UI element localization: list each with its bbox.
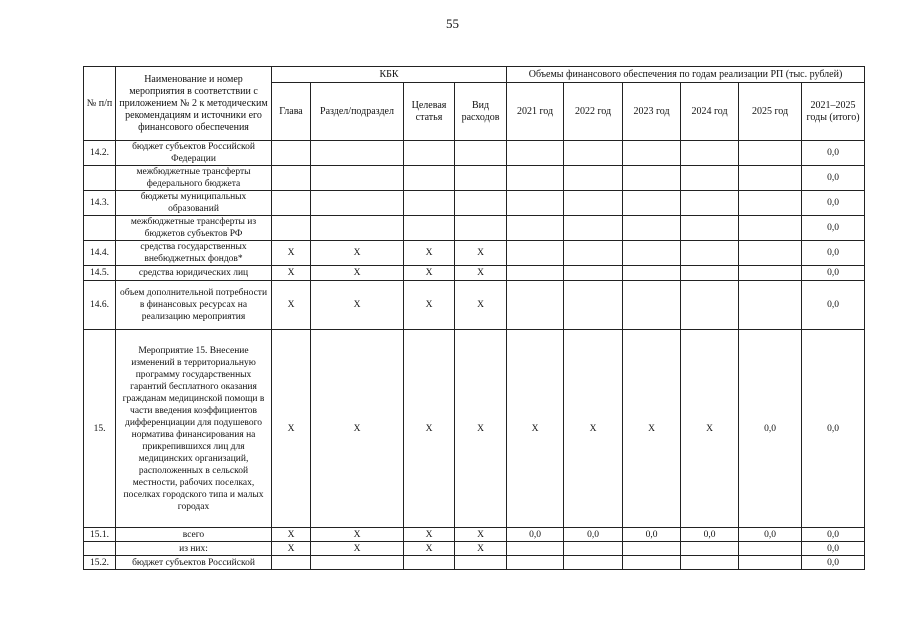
row-value-cell: 0,0 bbox=[802, 241, 865, 266]
row-value-cell bbox=[739, 542, 802, 556]
row-value-cell: X bbox=[681, 330, 739, 528]
row-value-cell bbox=[681, 216, 739, 241]
row-value-cell bbox=[623, 556, 681, 570]
row-value-cell: X bbox=[311, 542, 404, 556]
row-value-cell bbox=[507, 216, 564, 241]
row-number: 14.3. bbox=[84, 191, 116, 216]
row-value-cell: X bbox=[404, 330, 455, 528]
row-value-cell bbox=[272, 166, 311, 191]
row-number: 15. bbox=[84, 330, 116, 528]
row-value-cell: X bbox=[455, 528, 507, 542]
row-value-cell: 0,0 bbox=[802, 281, 865, 330]
row-value-cell bbox=[564, 542, 623, 556]
header-year-col: 2022 год bbox=[564, 83, 623, 141]
row-value-cell: X bbox=[311, 528, 404, 542]
row-value-cell bbox=[311, 191, 404, 216]
row-value-cell bbox=[739, 241, 802, 266]
row-value-cell bbox=[507, 542, 564, 556]
row-name: средства государственных внебюджетных фондов* bbox=[116, 241, 272, 266]
row-value-cell: 0,0 bbox=[802, 216, 865, 241]
row-value-cell bbox=[739, 556, 802, 570]
row-name: Мероприятие 15. Внесение изменений в территориальную программу государственных гарантий бесплатного оказания гражданам медицинской помощи в части введения коэффициентов дифференциации для подушевого норматива финансирования на прикрепившихся лиц для медицинских организаций, расположенных в сельской местности, рабочих поселках, поселках городского типа и малых городах bbox=[116, 330, 272, 528]
row-number: 15.1. bbox=[84, 528, 116, 542]
row-number bbox=[84, 216, 116, 241]
row-value-cell bbox=[623, 166, 681, 191]
header-num: № п/п bbox=[84, 67, 116, 141]
header-year-col: 2021 год bbox=[507, 83, 564, 141]
row-value-cell: X bbox=[311, 330, 404, 528]
row-value-cell: X bbox=[455, 266, 507, 281]
row-name: бюджеты муниципальных образований bbox=[116, 191, 272, 216]
table-row bbox=[84, 191, 865, 216]
row-value-cell: X bbox=[455, 542, 507, 556]
table-row bbox=[84, 556, 865, 570]
header-kbk-col: Раздел/подраздел bbox=[311, 83, 404, 141]
row-value-cell: 0,0 bbox=[507, 528, 564, 542]
row-value-cell bbox=[681, 266, 739, 281]
row-value-cell bbox=[404, 166, 455, 191]
row-value-cell: X bbox=[272, 241, 311, 266]
row-value-cell bbox=[623, 141, 681, 166]
header-name: Наименование и номер мероприятия в соответствии с приложением № 2 к методическим рекомендациям и источники его финансового обеспечения bbox=[116, 67, 272, 141]
row-value-cell: X bbox=[564, 330, 623, 528]
row-value-cell: X bbox=[272, 266, 311, 281]
row-value-cell bbox=[739, 216, 802, 241]
row-value-cell bbox=[739, 141, 802, 166]
header-kbk-col: Вид расходов bbox=[455, 83, 507, 141]
table-row bbox=[84, 166, 865, 191]
row-name: межбюджетные трансферты федерального бюджета bbox=[116, 166, 272, 191]
funding-table bbox=[83, 66, 865, 570]
table-row bbox=[84, 528, 865, 542]
row-value-cell: 0,0 bbox=[802, 191, 865, 216]
row-name: объем дополнительной потребности в финансовых ресурсах на реализацию мероприятия bbox=[116, 281, 272, 330]
row-value-cell bbox=[564, 266, 623, 281]
row-value-cell: X bbox=[311, 281, 404, 330]
row-value-cell: X bbox=[272, 542, 311, 556]
row-number: 14.4. bbox=[84, 241, 116, 266]
row-value-cell: X bbox=[455, 281, 507, 330]
header-kbk: КБК bbox=[272, 67, 507, 83]
row-value-cell bbox=[564, 241, 623, 266]
row-value-cell bbox=[272, 141, 311, 166]
row-number: 14.6. bbox=[84, 281, 116, 330]
row-value-cell: 0,0 bbox=[802, 166, 865, 191]
row-name: всего bbox=[116, 528, 272, 542]
row-value-cell bbox=[404, 141, 455, 166]
table-row bbox=[84, 281, 865, 330]
row-value-cell bbox=[564, 141, 623, 166]
row-value-cell bbox=[455, 141, 507, 166]
row-value-cell bbox=[623, 216, 681, 241]
row-value-cell bbox=[623, 191, 681, 216]
row-value-cell bbox=[272, 191, 311, 216]
row-value-cell bbox=[739, 166, 802, 191]
row-value-cell: 0,0 bbox=[802, 330, 865, 528]
row-value-cell bbox=[739, 191, 802, 216]
row-value-cell: X bbox=[404, 281, 455, 330]
row-value-cell: 0,0 bbox=[564, 528, 623, 542]
row-value-cell: X bbox=[272, 330, 311, 528]
row-value-cell: X bbox=[272, 281, 311, 330]
row-value-cell bbox=[681, 556, 739, 570]
row-value-cell bbox=[404, 191, 455, 216]
page-number: 55 bbox=[446, 16, 459, 31]
row-value-cell bbox=[623, 281, 681, 330]
row-value-cell bbox=[455, 166, 507, 191]
row-value-cell bbox=[623, 266, 681, 281]
row-value-cell: X bbox=[404, 266, 455, 281]
row-value-cell bbox=[507, 191, 564, 216]
row-value-cell bbox=[681, 241, 739, 266]
row-value-cell: X bbox=[404, 241, 455, 266]
row-value-cell: X bbox=[455, 241, 507, 266]
row-value-cell: 0,0 bbox=[739, 330, 802, 528]
row-value-cell: X bbox=[404, 528, 455, 542]
row-value-cell: 0,0 bbox=[681, 528, 739, 542]
header-year-col: 2025 год bbox=[739, 83, 802, 141]
row-value-cell bbox=[311, 216, 404, 241]
header-year-col: 2021–2025 годы (итого) bbox=[802, 83, 865, 141]
row-name: из них: bbox=[116, 542, 272, 556]
row-number bbox=[84, 166, 116, 191]
row-value-cell: 0,0 bbox=[623, 528, 681, 542]
row-value-cell: 0,0 bbox=[802, 141, 865, 166]
row-name: межбюджетные трансферты из бюджетов субъектов РФ bbox=[116, 216, 272, 241]
table-row bbox=[84, 542, 865, 556]
row-value-cell: 0,0 bbox=[802, 542, 865, 556]
row-value-cell: 0,0 bbox=[802, 556, 865, 570]
row-value-cell bbox=[311, 141, 404, 166]
header-year-col: 2023 год bbox=[623, 83, 681, 141]
row-value-cell bbox=[564, 191, 623, 216]
row-value-cell bbox=[623, 241, 681, 266]
row-value-cell bbox=[564, 281, 623, 330]
table-row bbox=[84, 216, 865, 241]
header-funding: Объемы финансового обеспечения по годам реализации РП (тыс. рублей) bbox=[507, 67, 865, 83]
table-row bbox=[84, 330, 865, 528]
row-value-cell: X bbox=[507, 330, 564, 528]
row-value-cell: 0,0 bbox=[739, 528, 802, 542]
row-value-cell bbox=[739, 266, 802, 281]
row-value-cell: X bbox=[404, 542, 455, 556]
header-year-col: 2024 год bbox=[681, 83, 739, 141]
header-kbk-col: Целевая статья bbox=[404, 83, 455, 141]
row-value-cell bbox=[739, 281, 802, 330]
row-value-cell bbox=[564, 556, 623, 570]
row-value-cell: X bbox=[311, 241, 404, 266]
row-name: бюджет субъектов Российской Федерации bbox=[116, 141, 272, 166]
row-value-cell: X bbox=[455, 330, 507, 528]
row-value-cell bbox=[564, 216, 623, 241]
row-value-cell bbox=[455, 556, 507, 570]
header-kbk-col: Глава bbox=[272, 83, 311, 141]
row-value-cell bbox=[507, 556, 564, 570]
row-number bbox=[84, 542, 116, 556]
row-value-cell bbox=[507, 281, 564, 330]
row-value-cell bbox=[681, 166, 739, 191]
row-value-cell bbox=[272, 556, 311, 570]
row-number: 14.2. bbox=[84, 141, 116, 166]
row-value-cell bbox=[272, 216, 311, 241]
row-value-cell bbox=[681, 542, 739, 556]
row-value-cell: X bbox=[272, 528, 311, 542]
row-value-cell bbox=[623, 542, 681, 556]
row-value-cell bbox=[404, 216, 455, 241]
table-row bbox=[84, 241, 865, 266]
row-name: средства юридических лиц bbox=[116, 266, 272, 281]
table-row bbox=[84, 141, 865, 166]
table-row bbox=[84, 266, 865, 281]
row-value-cell bbox=[311, 556, 404, 570]
row-value-cell: X bbox=[311, 266, 404, 281]
row-value-cell: 0,0 bbox=[802, 528, 865, 542]
row-value-cell bbox=[507, 266, 564, 281]
row-value-cell bbox=[311, 166, 404, 191]
row-value-cell: X bbox=[623, 330, 681, 528]
row-value-cell: 0,0 bbox=[802, 266, 865, 281]
row-value-cell bbox=[507, 241, 564, 266]
row-value-cell bbox=[681, 281, 739, 330]
row-value-cell bbox=[564, 166, 623, 191]
row-number: 14.5. bbox=[84, 266, 116, 281]
row-value-cell bbox=[681, 191, 739, 216]
row-value-cell bbox=[404, 556, 455, 570]
row-value-cell bbox=[455, 216, 507, 241]
row-name: бюджет субъектов Российской bbox=[116, 556, 272, 570]
row-value-cell bbox=[507, 166, 564, 191]
row-value-cell bbox=[681, 141, 739, 166]
row-value-cell bbox=[455, 191, 507, 216]
row-number: 15.2. bbox=[84, 556, 116, 570]
row-value-cell bbox=[507, 141, 564, 166]
